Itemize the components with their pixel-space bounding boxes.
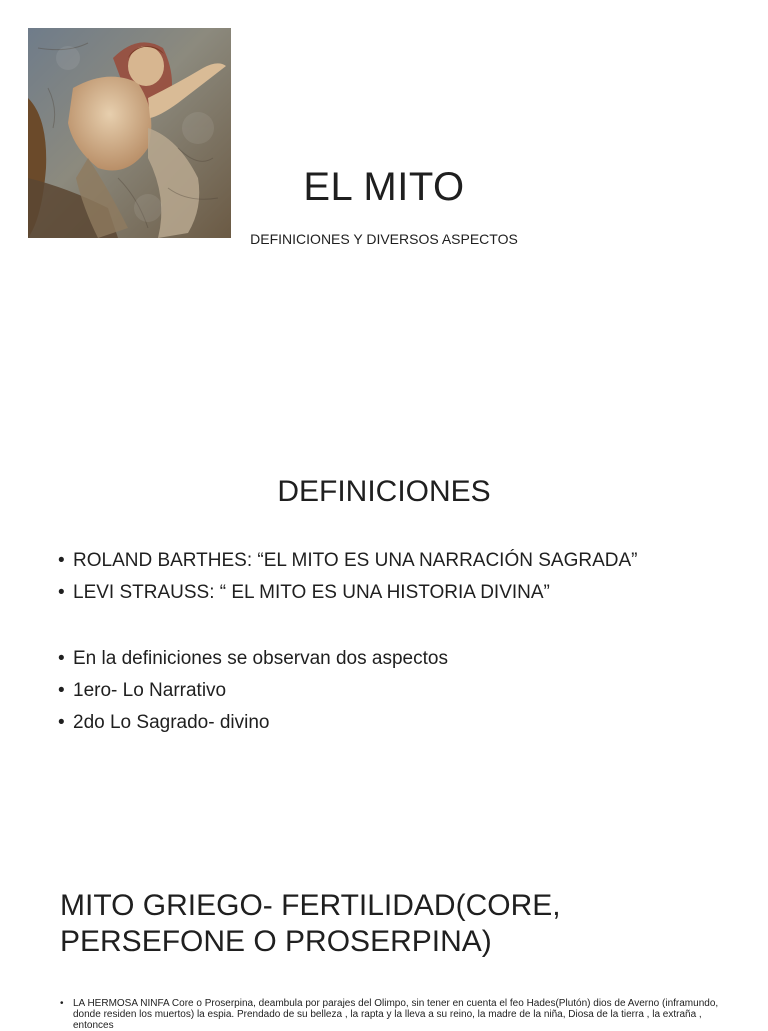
list-item: • En la definiciones se observan dos aspectos xyxy=(58,643,448,675)
body-list xyxy=(60,998,720,1031)
slide-title: DEFINICIONES xyxy=(277,475,491,508)
list-item: • 2do Lo Sagrado- divino xyxy=(58,707,448,739)
slide-title: MITO GRIEGO- FERTILIDAD(CORE, PERSEFONE O PROSERPINA) xyxy=(60,889,561,958)
list-item: • ROLAND BARTHES: “EL MITO ES UNA NARRACIÓN SAGRADA” xyxy=(58,545,637,577)
list-item: • LA HERMOSA NINFA Core o Proserpina, deambula por parajes del Olimpo, sin tener en cuenta el feo Hades(Plutón) dios de Averno (inframundo, donde residen los muertos) la espia. Prendado de su belleza , la rapta y la lleva a su reino, la madre de la niña, Diosa de la tierra , la extraña , entonces xyxy=(60,998,720,1031)
aspects-list xyxy=(58,643,448,739)
definitions-list xyxy=(58,545,637,609)
slide-definiciones xyxy=(0,445,768,775)
presentation-title: EL MITO xyxy=(303,165,465,209)
list-item: • LEVI STRAUSS: “ EL MITO ES UNA HISTORIA DIVINA” xyxy=(58,577,637,609)
presentation-subtitle: DEFINICIONES Y DIVERSOS ASPECTOS xyxy=(250,231,518,247)
slide-title xyxy=(0,0,768,320)
list-item: • 1ero- Lo Narrativo xyxy=(58,675,448,707)
slide-mito-griego xyxy=(0,860,768,1031)
